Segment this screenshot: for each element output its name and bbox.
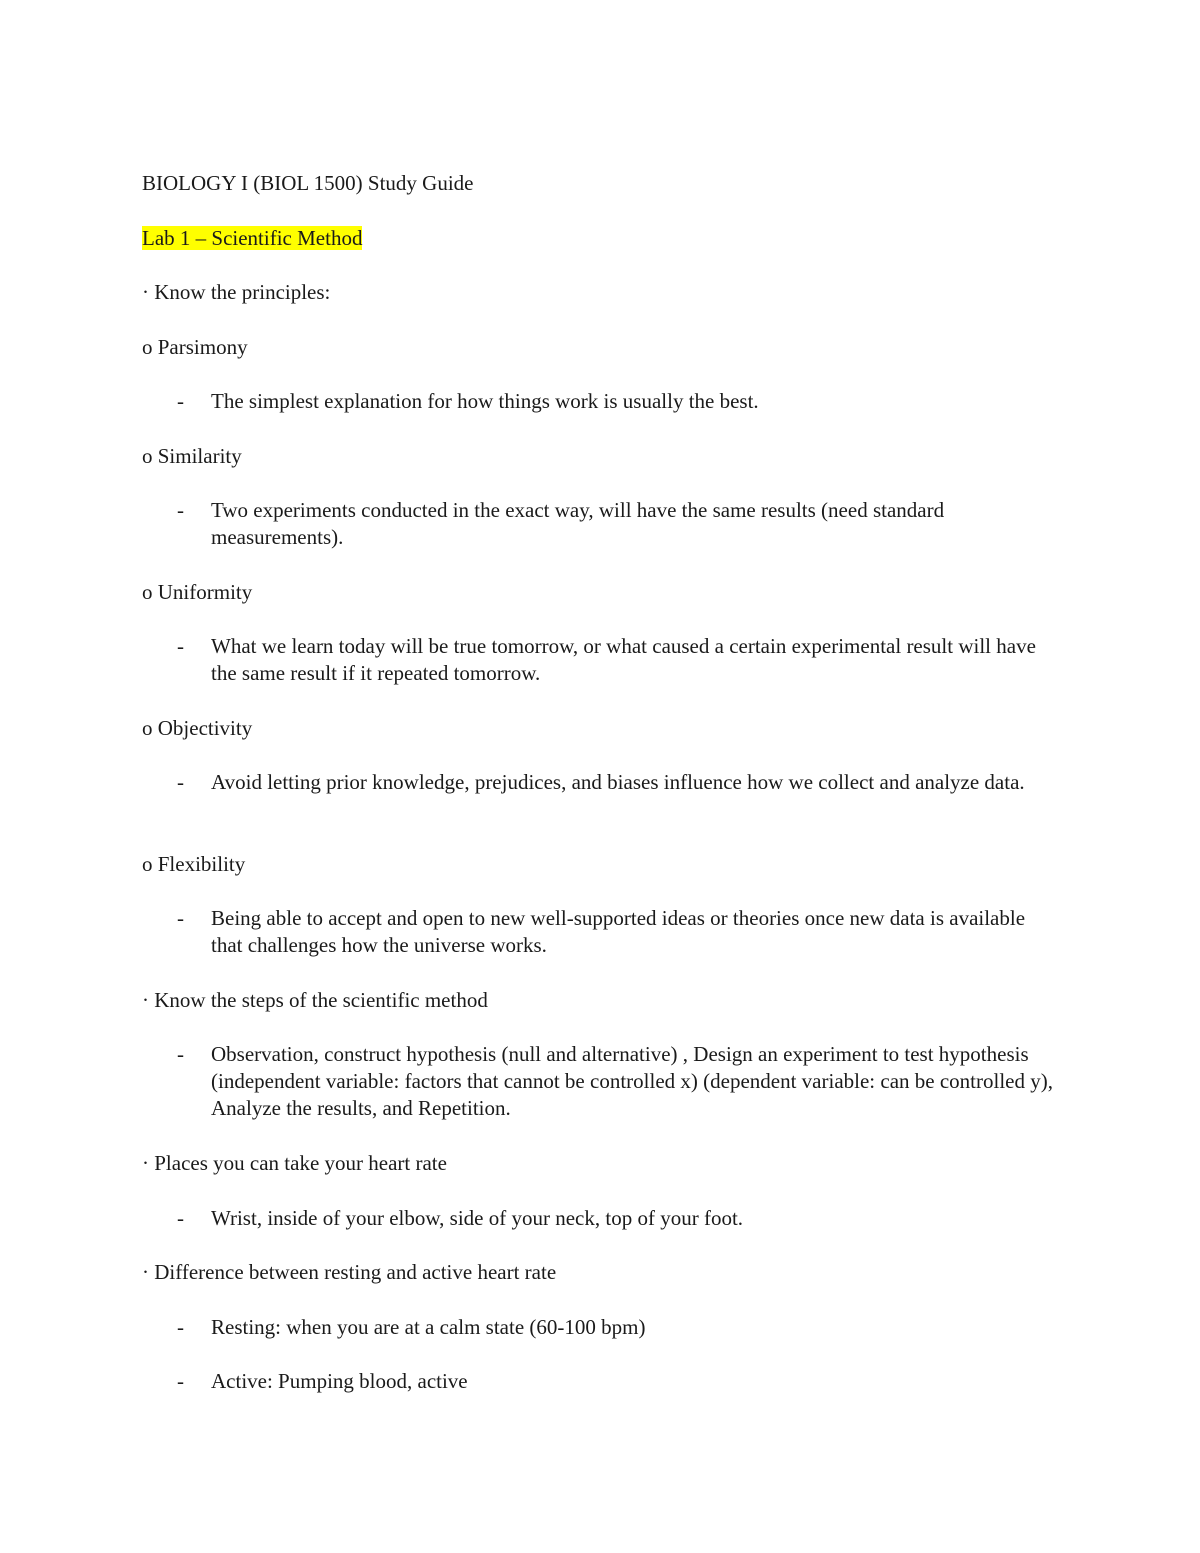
bullet-steps-scientific-method: [142, 987, 488, 1014]
point-text: Being able to accept and open to new well-supported ideas or theories once new data is available that challenges how the universe works.: [211, 906, 1026, 957]
principle-name: Similarity: [157, 444, 242, 468]
point-text: Two experiments conducted in the exact way, will have the same results (need standard measurements).: [211, 498, 945, 549]
subbullet-marker: o: [142, 852, 153, 876]
principle-name: Parsimony: [157, 335, 248, 359]
bullet-text: Know the principles:: [154, 280, 331, 304]
principle-similarity: [142, 443, 242, 470]
bullet-text: Places you can take your heart rate: [154, 1151, 447, 1175]
point-text: The simplest explanation for how things work is usually the best.: [211, 389, 759, 413]
point-text: Active: Pumping blood, active: [211, 1369, 468, 1393]
document-title: BIOLOGY I (BIOL 1500) Study Guide: [142, 171, 474, 195]
dash-marker: -: [177, 1042, 184, 1066]
dash-marker: -: [177, 1206, 184, 1230]
bullet-heart-rate-places: [142, 1150, 447, 1177]
bullet-marker: ·: [142, 280, 149, 304]
dash-marker: -: [177, 770, 184, 794]
dash-marker: -: [177, 389, 184, 413]
dash-marker: -: [177, 1369, 184, 1393]
principle-objectivity: [142, 715, 252, 742]
highlighted-heading-text: Lab 1 – Scientific Method: [142, 226, 363, 250]
section-heading: [142, 225, 362, 252]
subbullet-marker: o: [142, 335, 153, 359]
principle-parsimony: [142, 334, 248, 361]
subbullet-marker: o: [142, 716, 153, 740]
subbullet-marker: o: [142, 580, 153, 604]
bullet-resting-vs-active: [142, 1259, 556, 1286]
bullet-marker: ·: [142, 1260, 149, 1284]
principle-flexibility: [142, 851, 245, 878]
bullet-marker: ·: [142, 1151, 149, 1175]
point-text: What we learn today will be true tomorrow, or what caused a certain experimental result will have the same result if it repeated tomorrow.: [211, 634, 1036, 685]
dash-marker: -: [177, 634, 184, 658]
dash-marker: -: [177, 906, 184, 930]
bullet-text: Difference between resting and active heart rate: [154, 1260, 557, 1284]
bullet-marker: ·: [142, 988, 149, 1012]
point-text: Observation, construct hypothesis (null and alternative) , Design an experiment to test hypothesis (independent variable: factors that cannot be controlled x) (dependent variable: can be controlled y), Analyze the results, and Repetition.: [211, 1042, 1053, 1120]
bullet-text: Know the steps of the scientific method: [154, 988, 488, 1012]
dash-marker: -: [177, 498, 184, 522]
point-text: Resting: when you are at a calm state (60-100 bpm): [211, 1315, 646, 1339]
principle-name: Uniformity: [157, 580, 253, 604]
dash-marker: -: [177, 1315, 184, 1339]
principle-uniformity: [142, 579, 252, 606]
point-text: Avoid letting prior knowledge, prejudices, and biases influence how we collect and analyze data.: [211, 770, 1025, 794]
principle-name: Flexibility: [157, 852, 246, 876]
subbullet-marker: o: [142, 444, 153, 468]
principle-name: Objectivity: [157, 716, 253, 740]
bullet-know-principles: [142, 279, 330, 306]
point-text: Wrist, inside of your elbow, side of your neck, top of your foot.: [211, 1206, 744, 1230]
